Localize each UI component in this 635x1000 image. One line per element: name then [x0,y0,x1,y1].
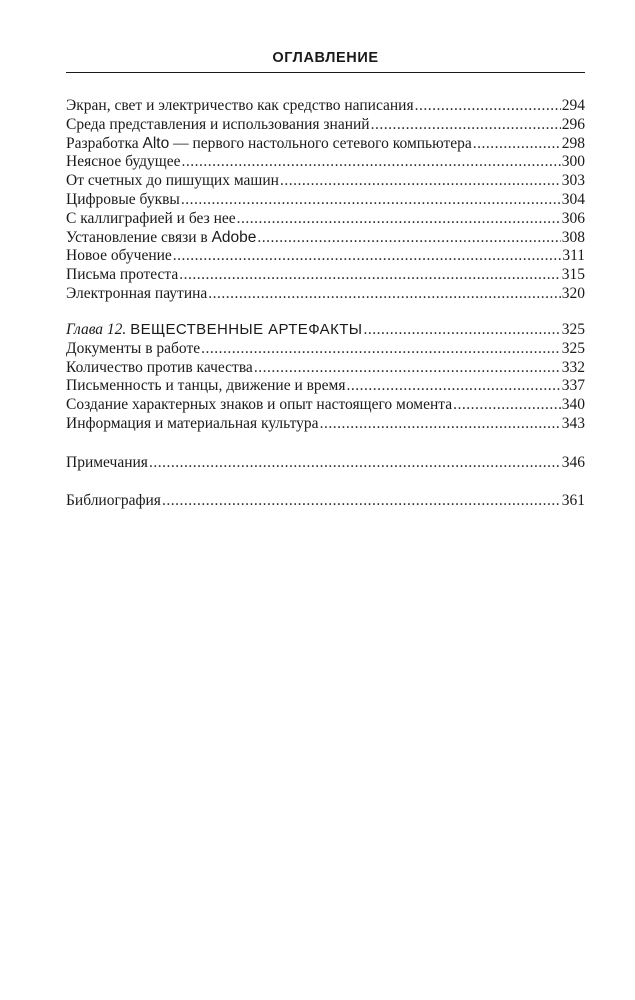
toc-entry[interactable] [66,415,585,434]
toc-entry-page: 332 [561,358,585,376]
toc-entry[interactable] [66,340,585,359]
toc-entry-page: 315 [561,266,585,284]
toc-leader-dots [415,97,561,116]
toc-entry-title: Письменность и танцы, движение и время [66,377,346,395]
toc-entry[interactable] [66,377,585,396]
toc-entry-title: Документы в работе [66,339,201,357]
toc-entry-title-part: Adobe [211,228,257,246]
toc-entry[interactable] [66,229,585,248]
toc-entry-page: 298 [561,134,585,152]
toc-section-notes [66,454,585,473]
toc-leader-dots [173,247,562,266]
toc-entry-page: 361 [561,492,585,509]
chapter-label: Глава 12. [66,321,127,338]
toc-entry-title-part: — первого настольного сетевого компьютера [169,134,472,152]
toc-leader-dots [149,454,561,473]
toc-entry-page: 320 [561,284,585,302]
toc-entry-page: 300 [561,153,585,171]
header-divider [66,72,585,73]
toc-entry[interactable] [66,153,585,172]
toc-entry-page: 294 [561,97,585,114]
toc-leader-dots [320,415,561,434]
toc-section-chapter-12 [66,321,585,434]
toc-entry[interactable] [66,116,585,135]
toc-entry-title: Количество против качества [66,358,253,376]
toc-entry-title: От счетных до пишущих машин [66,172,279,190]
toc-entry-title [66,229,256,248]
toc-leader-dots [208,285,560,304]
toc-entry-title-part: Установление связи в [66,228,212,246]
toc-entry-page: 303 [561,172,585,190]
toc-entry[interactable] [66,191,585,210]
toc-entry-title: Библиография [66,492,161,509]
toc-entry-title: С каллиграфией и без нее [66,209,236,227]
toc-leader-dots [181,191,561,210]
toc-leader-dots [453,396,561,415]
toc-entry-title: Электронная паутина [66,284,208,302]
toc-leader-dots [181,153,560,172]
toc-chapter-entry[interactable] [66,321,585,340]
toc-section-bibliography [66,492,585,511]
toc-entry[interactable] [66,396,585,415]
toc-leader-dots [254,359,561,378]
toc-entry-page: 311 [562,247,585,265]
toc-entry-page: 340 [561,396,585,414]
toc-entry-title: Экран, свет и электричество как средство написания [66,97,414,114]
toc-leader-dots [237,210,561,229]
toc-entry-title: Неясное будущее [66,153,181,171]
toc-leader-dots [179,266,561,285]
toc-entry-title: Письма протеста [66,266,179,284]
toc-entry[interactable] [66,210,585,229]
toc-entry[interactable] [66,172,585,191]
toc-leader-dots [280,172,561,191]
toc-leader-dots [473,135,561,154]
toc-entry-title: Цифровые буквы [66,190,180,208]
toc-entry-title [66,135,472,154]
toc-leader-dots [347,377,561,396]
toc-entry-page: 325 [561,339,585,357]
toc-entry-page: 343 [561,414,585,432]
toc-entry-title: Информация и материальная культура [66,414,319,432]
toc-entry[interactable] [66,285,585,304]
toc-entry-page: 325 [561,321,585,338]
toc-entry-page: 306 [561,209,585,227]
toc-entry-bibliography[interactable] [66,492,585,511]
toc-entry-page: 308 [561,228,585,246]
chapter-title: ВЕЩЕСТВЕННЫЕ АРТЕФАКТЫ [130,321,363,338]
toc-chapter-heading [66,321,362,340]
toc-entry[interactable] [66,97,585,116]
toc-entry[interactable] [66,266,585,285]
toc-section-1 [66,97,585,304]
toc-entry-title: Примечания [66,454,148,471]
toc-entry-page: 296 [561,115,585,133]
toc-entry-page: 304 [561,190,585,208]
toc-entry-title: Создание характерных знаков и опыт настоящего момента [66,396,453,414]
toc-entry-title-part: Разработка [66,134,143,152]
toc-leader-dots [371,116,561,135]
toc-entry[interactable] [66,359,585,378]
toc-entry-page: 337 [561,377,585,395]
toc-leader-dots [162,492,561,511]
toc-entry-title: Новое обучение [66,247,172,265]
toc-entry-notes[interactable] [66,454,585,473]
toc-entry[interactable] [66,135,585,154]
toc-leader-dots [257,229,560,248]
toc-entry-title-part: Alto [142,134,170,152]
toc-leader-dots [201,340,561,359]
toc-entry-page: 346 [561,454,585,471]
toc-leader-dots [363,321,560,340]
toc-entry[interactable] [66,247,585,266]
toc-entry-title: Среда представления и использования знаний [66,115,370,133]
page-title: ОГЛАВЛЕНИЕ [272,50,379,66]
